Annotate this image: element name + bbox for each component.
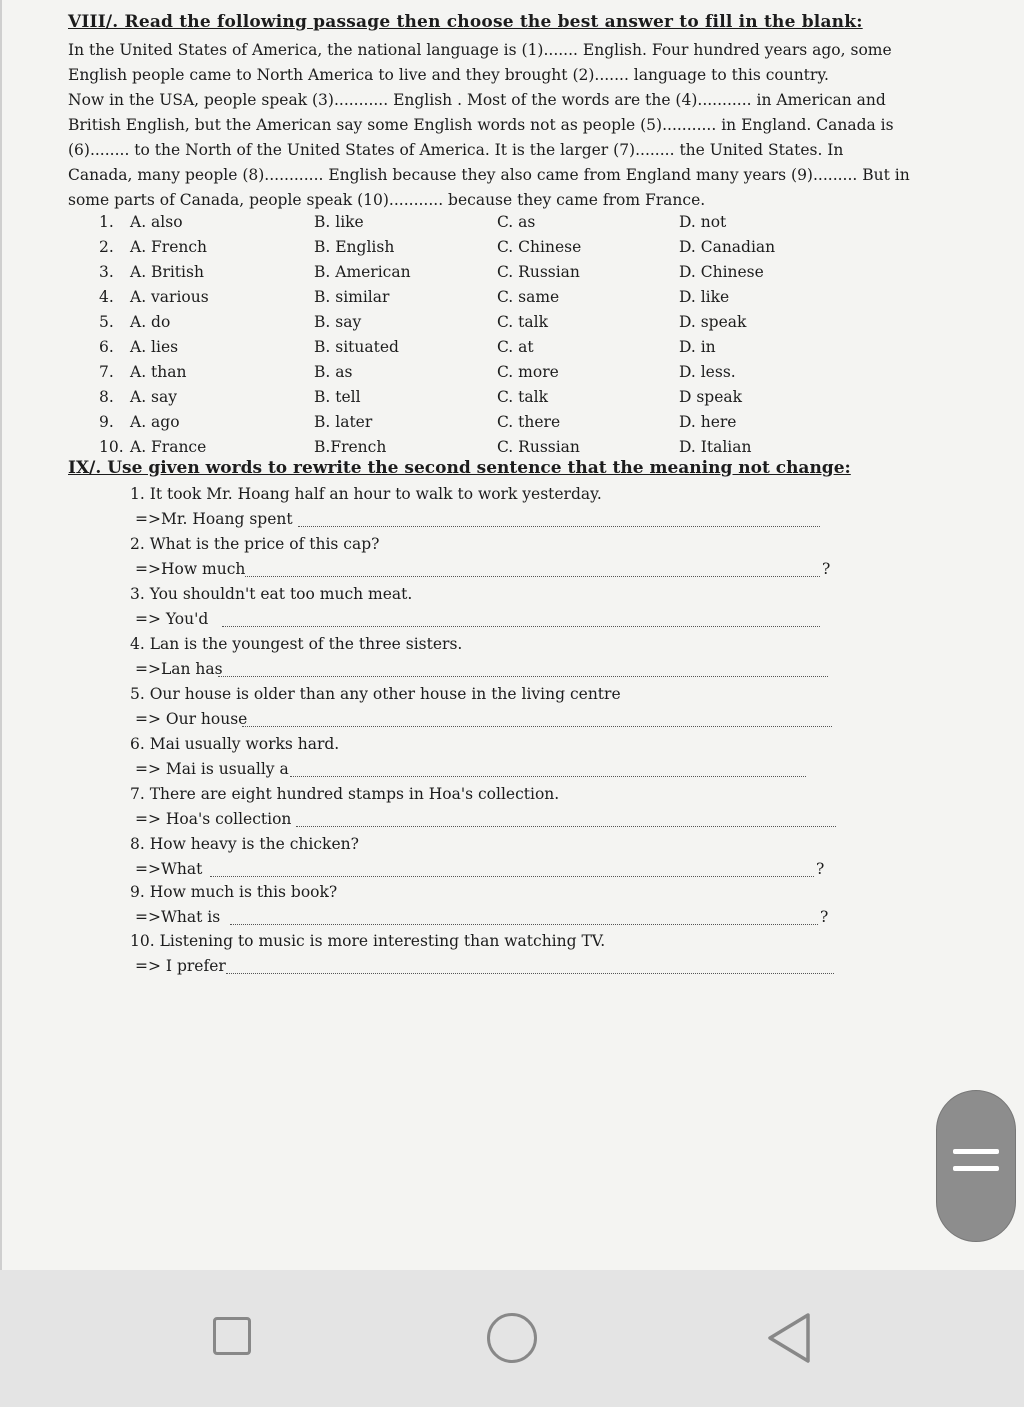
drag-handle-icon <box>953 1149 999 1183</box>
option-b: B. say <box>314 313 362 331</box>
rewrite-question: 5. Our house is older than any other house in the living centre <box>130 685 621 703</box>
answer-blank[interactable] <box>222 625 820 627</box>
system-nav-bar <box>0 1270 1024 1407</box>
rewrite-question: 10. Listening to music is more interesting than watching TV. <box>130 932 606 950</box>
option-b: B. tell <box>314 388 361 406</box>
rewrite-question: 4. Lan is the youngest of the three sisters. <box>130 635 463 653</box>
option-number: 8. <box>99 388 114 406</box>
section-8-title: VIII/. Read the following passage then choose the best answer to fill in the blank: <box>68 12 863 32</box>
option-d: D. Canadian <box>679 238 776 256</box>
back-button[interactable] <box>764 1310 814 1366</box>
rewrite-answer-start: =>What is <box>135 908 221 926</box>
rewrite-question: 6. Mai usually works hard. <box>130 735 340 753</box>
answer-blank[interactable] <box>210 875 814 877</box>
rewrite-answer-start: => Mai is usually a <box>135 760 289 778</box>
option-c: C. Chinese <box>497 238 582 256</box>
rewrite-question: 7. There are eight hundred stamps in Hoa's collection. <box>130 785 560 803</box>
answer-blank[interactable] <box>226 972 834 974</box>
option-c: C. more <box>497 363 559 381</box>
option-c: C. same <box>497 288 560 306</box>
rewrite-question: 9. How much is this book? <box>130 883 338 901</box>
answer-blank[interactable] <box>218 675 828 677</box>
rewrite-answer-start: => Our house <box>135 710 248 728</box>
option-a: A. various <box>130 288 209 306</box>
option-b: B.French <box>314 438 387 456</box>
rewrite-answer-start: => Hoa's collection <box>135 810 292 828</box>
option-a: A. ago <box>130 413 180 431</box>
answer-blank[interactable] <box>296 825 836 827</box>
option-d: D. Chinese <box>679 263 764 281</box>
answer-blank[interactable] <box>245 575 820 577</box>
option-a: A. British <box>130 263 204 281</box>
option-c: C. talk <box>497 388 548 406</box>
passage-line: (6)........ to the North of the United States of America. It is the larger (7)........ the United States. In <box>68 141 844 159</box>
passage-line: some parts of Canada, people speak (10)........... because they came from France. <box>68 191 706 209</box>
option-a: A. than <box>130 363 187 381</box>
option-number: 10. <box>99 438 124 456</box>
rewrite-answer-start: =>Lan has <box>135 660 223 678</box>
triangle-back-icon <box>770 1315 808 1361</box>
rewrite-answer-start: => You'd <box>135 610 209 628</box>
option-number: 4. <box>99 288 114 306</box>
option-number: 9. <box>99 413 114 431</box>
rewrite-question: 8. How heavy is the chicken? <box>130 835 359 853</box>
option-number: 2. <box>99 238 114 256</box>
option-a: A. French <box>130 238 208 256</box>
option-d: D. speak <box>679 313 747 331</box>
option-b: B. as <box>314 363 353 381</box>
option-c: C. Russian <box>497 438 580 456</box>
option-b: B. later <box>314 413 373 431</box>
option-a: A. do <box>130 313 171 331</box>
option-a: A. say <box>130 388 177 406</box>
passage-line: In the United States of America, the national language is (1)....... English. Four hundred years ago, some <box>68 41 892 59</box>
end-mark: ? <box>820 908 829 926</box>
rewrite-question: 2. What is the price of this cap? <box>130 535 380 553</box>
option-b: B. English <box>314 238 395 256</box>
end-mark: ? <box>816 860 825 878</box>
option-number: 5. <box>99 313 114 331</box>
rewrite-answer-start: =>How much <box>135 560 246 578</box>
answer-blank[interactable] <box>290 775 806 777</box>
recent-apps-button[interactable] <box>213 1317 251 1355</box>
option-c: C. as <box>497 213 536 231</box>
option-c: C. talk <box>497 313 548 331</box>
passage-line: English people came to North America to live and they brought (2)....... language to this country. <box>68 66 829 84</box>
option-d: D. like <box>679 288 730 306</box>
option-a: A. lies <box>130 338 179 356</box>
option-c: C. there <box>497 413 561 431</box>
passage-line: British English, but the American say some English words not as people (5)........... in England. Canada is <box>68 116 894 134</box>
option-d: D. less. <box>679 363 736 381</box>
option-d: D. not <box>679 213 727 231</box>
rewrite-answer-start: =>What <box>135 860 203 878</box>
rewrite-question: 1. It took Mr. Hoang half an hour to walk to work yesterday. <box>130 485 602 503</box>
option-number: 1. <box>99 213 114 231</box>
rewrite-answer-start: => I prefer <box>135 957 226 975</box>
scroll-handle[interactable] <box>936 1090 1016 1242</box>
option-d: D. Italian <box>679 438 752 456</box>
answer-blank[interactable] <box>242 725 832 727</box>
option-c: C. Russian <box>497 263 580 281</box>
rewrite-answer-start: =>Mr. Hoang spent <box>135 510 293 528</box>
option-number: 6. <box>99 338 114 356</box>
option-d: D. here <box>679 413 737 431</box>
option-number: 3. <box>99 263 114 281</box>
end-mark: ? <box>822 560 831 578</box>
home-button[interactable] <box>487 1313 537 1363</box>
passage-line: Now in the USA, people speak (3)........... English . Most of the words are the (4)........... in American and <box>68 91 886 109</box>
option-c: C. at <box>497 338 534 356</box>
passage-line: Canada, many people (8)............ English because they also came from England many years (9)......... But in <box>68 166 910 184</box>
option-d: D speak <box>679 388 743 406</box>
option-a: A. France <box>130 438 207 456</box>
option-a: A. also <box>130 213 183 231</box>
option-b: B. similar <box>314 288 390 306</box>
rewrite-question: 3. You shouldn't eat too much meat. <box>130 585 413 603</box>
option-b: B. situated <box>314 338 399 356</box>
option-d: D. in <box>679 338 716 356</box>
option-b: B. like <box>314 213 364 231</box>
answer-blank[interactable] <box>230 923 818 925</box>
option-number: 7. <box>99 363 114 381</box>
answer-blank[interactable] <box>298 525 820 527</box>
section-9-title: IX/. Use given words to rewrite the second sentence that the meaning not change: <box>68 458 851 478</box>
passage <box>68 38 953 213</box>
option-b: B. American <box>314 263 411 281</box>
